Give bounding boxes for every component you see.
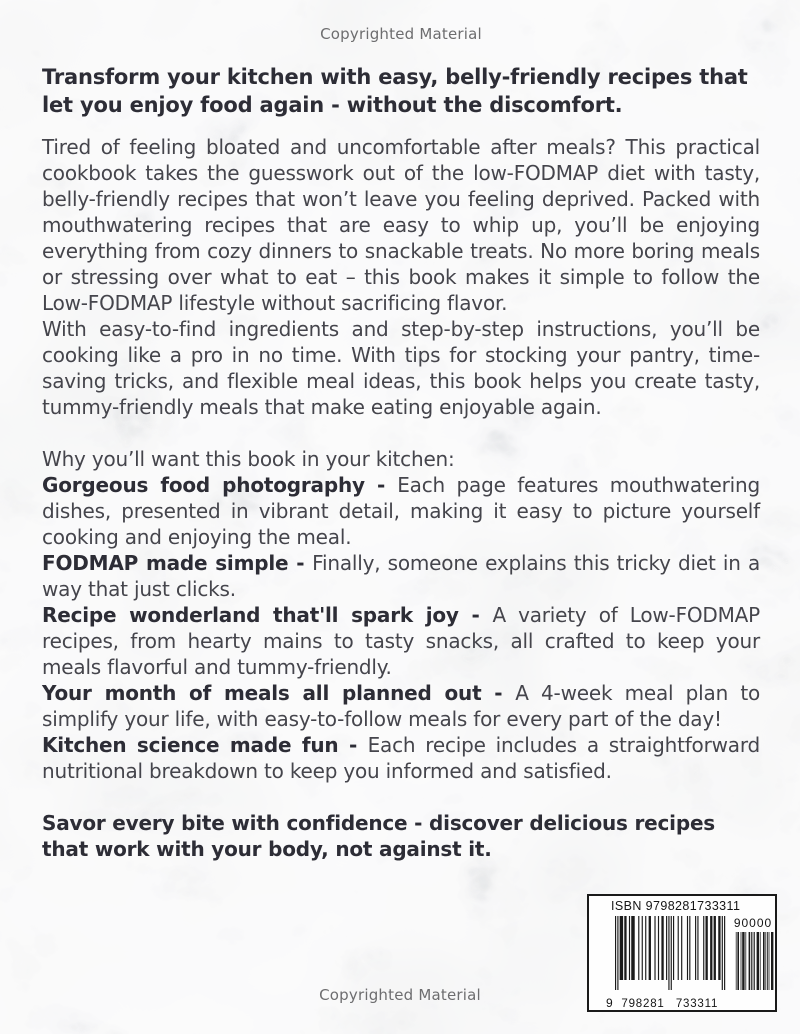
feature-title: Kitchen science made fun -: [42, 733, 368, 757]
isbn-label: ISBN 9798281733311: [611, 899, 741, 913]
price-code-label: 90000: [733, 916, 773, 930]
feature-text: A 4-week meal plan to simplify your life, with easy-to-follow meals for every part of the day!: [42, 681, 760, 731]
feature-text: Each page features mouthwatering dishes, presented in vibrant detail, making it easy to picture yourself cooking and enjoying the meal.: [42, 473, 760, 549]
feature-item: [42, 732, 760, 784]
copyright-bottom-label: Copyrighted Material: [319, 986, 481, 1004]
ean5-supplement-barcode: [733, 916, 775, 996]
feature-text: Each recipe includes a straightforward nutritional breakdown to keep you informed and satisfied.: [42, 733, 760, 783]
feature-text: A variety of Low-FODMAP recipes, from hearty mains to tasty snacks, all crafted to keep your meals flavorful and tummy-friendly.: [42, 603, 761, 679]
feature-title: Your month of meals all planned out -: [42, 681, 516, 705]
feature-item: [42, 472, 760, 550]
intro-paragraph-2: With easy-to-find ingredients and step-by-step instructions, you’ll be cooking like a pro in no time. With tips for stocking your pantry, time-saving tricks, and flexible meal ideas, this book helps you create tasty, tummy-friendly meals that make eating enjoyable again.: [42, 317, 760, 419]
feature-title: Gorgeous food photography -: [42, 473, 398, 497]
feature-list: [42, 472, 760, 784]
section-heading: Why you’ll want this book in your kitchen:: [42, 447, 455, 471]
closing-statement: Savor every bite with confidence - discover delicious recipes that work with your body, not against it.: [42, 811, 716, 861]
barcode-digit-lead: 9: [606, 996, 613, 1010]
feature-item: [42, 680, 760, 732]
feature-title: FODMAP made simple -: [42, 551, 313, 575]
feature-text: Finally, someone explains this tricky diet in a way that just clicks.: [42, 551, 761, 601]
back-cover-text: [42, 0, 760, 862]
intro-block: [42, 134, 760, 420]
feature-item: [42, 602, 760, 680]
intro-paragraph-1: Tired of feeling bloated and uncomfortable after meals? This practical cookbook takes the guesswork out of the low-FODMAP diet with tasty, belly-friendly recipes that won’t leave you feeling deprived. Packed with mouthwatering recipes that are easy to whip up, you’ll be enjoying everything from cozy dinners to snackable treats. No more boring meals or stressing over what to eat – this book makes it simple to follow the Low-FODMAP lifestyle without sacrificing flavor.: [42, 135, 760, 315]
back-cover-headline: Transform your kitchen with easy, belly-friendly recipes that let you enjoy food again - without the discomfort.: [42, 65, 748, 117]
barcode-digit-group2: 733311: [675, 998, 719, 1010]
barcode-digit-group1: 798281: [621, 998, 665, 1010]
feature-item: [42, 550, 760, 602]
feature-title: Recipe wonderland that'll spark joy -: [42, 603, 493, 627]
copyright-top-label: Copyrighted Material: [320, 25, 482, 43]
